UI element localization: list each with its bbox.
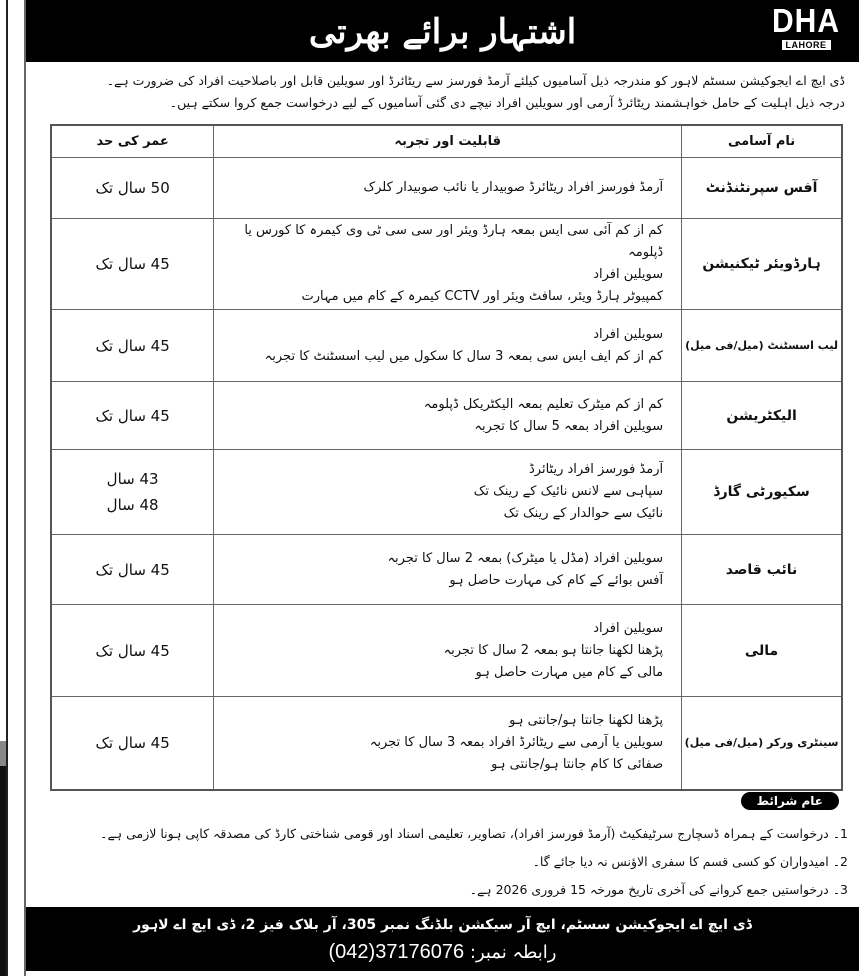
post-name: الیکٹریشن [682,382,842,450]
edge-gray-block [0,741,6,766]
post-name: مالی [682,605,842,697]
qualification-line: کمپیوٹر ہارڈ ویئر، سافٹ ویئر اور CCTV کیمرہ کے کام میں مہارت [301,289,664,304]
qualification-line: سویلین افراد بمعہ 5 سال کا تجربہ [474,418,664,434]
age-cell [51,605,214,697]
advertisement-header [26,0,859,62]
qualification-line: آفس بوائے کے کام کی مہارت حاصل ہو [449,572,664,588]
age-limit: 50 سال تک [95,179,170,197]
age-limit: 45 سال تک [95,336,170,355]
dha-logo [772,3,840,58]
post-name: لیب اسسٹنٹ (میل/فی میل) [682,310,842,382]
qualification-line: سویلین افراد [593,267,664,282]
page-title: اشتہار برائے بھرتی [308,11,577,52]
post-name: نائب قاصد [682,535,842,605]
post-name: سینٹری ورکر (میل/فی میل) [682,697,842,790]
qualification-line: سویلین افراد (مڈل یا میٹرک) بمعہ 2 سال کا تجربہ [387,550,664,566]
term-item: 2۔ امیدواران کو کسی قسم کا سفری الاؤنس نہ دیا جائے گا۔ [532,854,848,869]
table-row [51,219,842,310]
term-item: 3۔ درخواستیں جمع کروانے کی آخری تاریخ مورخہ 15 فروری 2026 ہے۔ [469,882,848,897]
table-row [51,158,842,219]
qualification-line: سپاہی سے لانس نائیک کے رینک تک [473,484,664,499]
table-row [51,605,842,697]
age-cell [51,535,214,605]
qualification-line: پڑھنا لکھنا جانتا ہو/جانتی ہو [509,712,664,728]
qualification-line: نائیک سے حوالدار کے رینک تک [503,506,664,521]
age-limit: 48 سال [106,496,159,514]
footer-address: ڈی ایچ اے ایجوکیشن سسٹم، ایچ آر سیکشن بلڈنگ نمبر 305، آر بلاک فیز 2، ڈی ایچ اے لاہور [133,916,752,933]
qualification-line: کم از کم میٹرک تعلیم بمعہ الیکٹریکل ڈپلومہ [423,396,664,412]
qualification-line: آرمڈ فورسز افراد ریٹائرڈ [529,462,664,477]
qualification-line: کم از کم آئی سی ایس بمعہ ہارڈ ویئر اور سی سی ٹی وی کیمرہ کا کورس یا ڈپلومہ [244,223,664,260]
post-name: ہارڈویئر ٹیکنیشن [682,219,842,310]
qualification-line: سویلین افراد [593,620,664,636]
qualification-line: صفائی کا کام جانتا ہو/جانتی ہو [491,756,664,772]
qualification-cell [214,697,682,790]
page-edge-strip [0,0,8,976]
qualification-cell [214,158,682,219]
age-limit: 45 سال تک [95,641,170,660]
edge-dark-block [0,766,6,976]
table-row [51,310,842,382]
header-post: نام آسامی [682,125,842,158]
age-limit: 45 سال تک [95,733,170,752]
age-cell [51,450,214,535]
table-header-row [51,125,842,158]
general-terms-badge: عام شرائط [741,792,839,810]
table-row [51,382,842,450]
qualification-line: سویلین یا آرمی سے ریٹائرڈ افراد بمعہ 3 سال کا تجربہ [369,734,664,750]
qualification-cell [214,535,682,605]
header-qualification: قابلیت اور تجربہ [214,125,682,158]
age-cell [51,310,214,382]
qualification-cell [214,382,682,450]
vacancies-table [50,124,843,791]
qualification-line: مالی کے کام میں مہارت حاصل ہو [475,664,664,680]
age-limit: 45 سال تک [95,406,170,425]
phone-label: رابطہ نمبر: [469,941,557,963]
age-cell [51,219,214,310]
age-cell [51,382,214,450]
qualification-cell [214,219,682,310]
qualification-cell [214,605,682,697]
age-limit: 45 سال تک [95,255,170,273]
qualification-cell [214,310,682,382]
qualification-line: پڑھنا لکھنا جانتا ہو بمعہ 2 سال کا تجربہ [443,642,664,658]
header-age: عمر کی حد [51,125,214,158]
age-limit: 43 سال [106,470,159,488]
term-item: 1۔ درخواست کے ہمراہ ڈسچارج سرٹیفکیٹ (آرمڈ فورسز افراد)، تصاویر، تعلیمی اسناد اور قومی شناختی کارڈ کی مصدقہ کاپی ہونا لازمی ہے۔ [100,826,848,841]
logo-mark: DHA [772,3,840,40]
qualification-line: سویلین افراد [593,326,664,342]
age-cell [51,158,214,219]
general-terms-list [40,820,848,904]
qualification-line: آرمڈ فورسز افراد ریٹائرڈ صوبیدار یا نائب صوبیدار کلرک [363,180,664,195]
intro-line-1: ڈی ایچ اے ایجوکیشن سسٹم لاہور کو مندرجہ ذیل آسامیوں کیلئے آرمڈ فورسز سے ریٹائرڈ اور سویلین قابل اور باصلاحیت افراد کی ضرورت ہے۔ [106,73,845,88]
table-row [51,450,842,535]
qualification-line: کم از کم ایف ایس سی بمعہ 3 سال کا سکول میں لیب اسسٹنٹ کا تجربہ [264,348,664,364]
logo-subtitle: LAHORE [782,40,831,50]
intro-line-2: درجہ ذیل اہلیت کے حامل خواہشمند ریٹائرڈ آرمی اور سویلین افراد نیچے دی گئی آسامیوں کے لیے درخواست جمع کروا سکتے ہیں۔ [169,95,845,110]
age-cell [51,697,214,790]
contact-footer [26,907,859,971]
post-name: سکیورٹی گارڈ [682,450,842,535]
intro-text [40,70,845,114]
age-limit: 45 سال تک [95,560,170,579]
phone-number: (042)37176076 [328,940,465,963]
table-row [51,697,842,790]
qualification-cell [214,450,682,535]
post-name: آفس سپرنٹنڈنٹ [682,158,842,219]
footer-phone-line [329,938,557,967]
table-row [51,535,842,605]
